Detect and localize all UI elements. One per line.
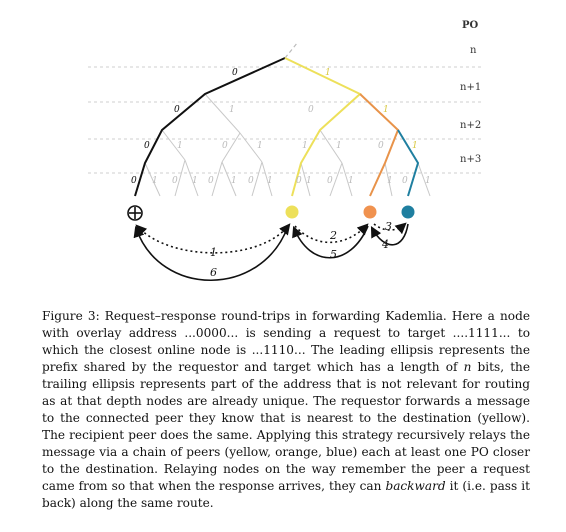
bit-label: 1 [425, 176, 431, 186]
bit-label: 1 [412, 141, 418, 151]
bit-label: 1 [152, 176, 158, 186]
bit-label: 1 [229, 105, 235, 115]
bit-label: 0 [232, 68, 238, 78]
step-label-2: 2 [330, 229, 337, 242]
bit-label: 0 [308, 105, 314, 115]
bit-label: 0 [296, 176, 302, 186]
bit-label: 1 [267, 176, 273, 186]
blue-path [398, 130, 418, 196]
bit-label: 1 [302, 141, 308, 151]
po-level-n: n [470, 45, 477, 56]
bit-label: 1 [177, 141, 183, 151]
bit-label: 1 [383, 105, 389, 115]
step-label-6: 6 [210, 266, 217, 279]
figure-caption [42, 308, 530, 512]
step-label-1: 1 [210, 246, 217, 259]
caption-label: Figure 3: [42, 309, 100, 323]
bit-label: 0 [174, 105, 180, 115]
step-label-5: 5 [330, 248, 337, 261]
bit-label: 0 [222, 141, 228, 151]
bit-label: 0 [378, 141, 384, 151]
bit-label: 1 [192, 176, 198, 186]
orange-peer-node [364, 206, 377, 219]
bit-label: 1 [325, 68, 331, 78]
caption-text-2: bits, the trailing ellipsis represents part of the address that is not relevant for routing as at that depth nodes are already unique. The requestor forwards a message to the connected peer they know that is nearest to the destination (yellow). The recipient peer does the same. Applying this strategy recursively relays the message via a chain of peers (yellow, orange, blue) each at least one PO closer to the destination. Relaying nodes on the way remember the peer a request came from so that when the response arrives, they can [42, 360, 531, 493]
bit-label: 0 [172, 176, 178, 186]
bit-label: 1 [231, 176, 237, 186]
caption-backward: backward [385, 479, 446, 493]
bit-label: 0 [402, 176, 408, 186]
caption-text-3: it (i.e. pass it back) along the same route. [42, 479, 530, 510]
bit-label: 0 [208, 176, 214, 186]
requestor-node [128, 206, 142, 220]
bit-label: 0 [131, 176, 137, 186]
caption-n: n [463, 360, 472, 374]
root-stub [285, 42, 298, 58]
bit-label: 1 [257, 141, 263, 151]
bit-label: 1 [348, 176, 354, 186]
caption-text-1: Request–response round-trips in forwarding Kademlia. Here a node with overlay address ...0000... is sending a request to target ....1111... to which the closest online node is ...1110... The leading ellipsis represents the prefix shared by the requestor and target which has a length of [42, 309, 530, 374]
bit-label: 1 [387, 176, 393, 186]
step-label-3: 3 [385, 220, 392, 233]
bit-label: 0 [327, 176, 333, 186]
faint-bit-labels [152, 105, 431, 186]
po-header: PO [462, 20, 479, 31]
po-level-n1: n+1 [460, 82, 482, 93]
bit-label: 0 [144, 141, 150, 151]
bit-label: 0 [248, 176, 254, 186]
blue-peer-node [402, 206, 415, 219]
bit-label: 1 [306, 176, 312, 186]
po-level-n3: n+3 [460, 154, 482, 165]
step-label-4: 4 [382, 238, 389, 251]
faint-branch [205, 94, 240, 133]
yellow-peer-node [286, 206, 299, 219]
bit-label: 1 [336, 141, 342, 151]
po-level-n2: n+2 [460, 120, 482, 131]
